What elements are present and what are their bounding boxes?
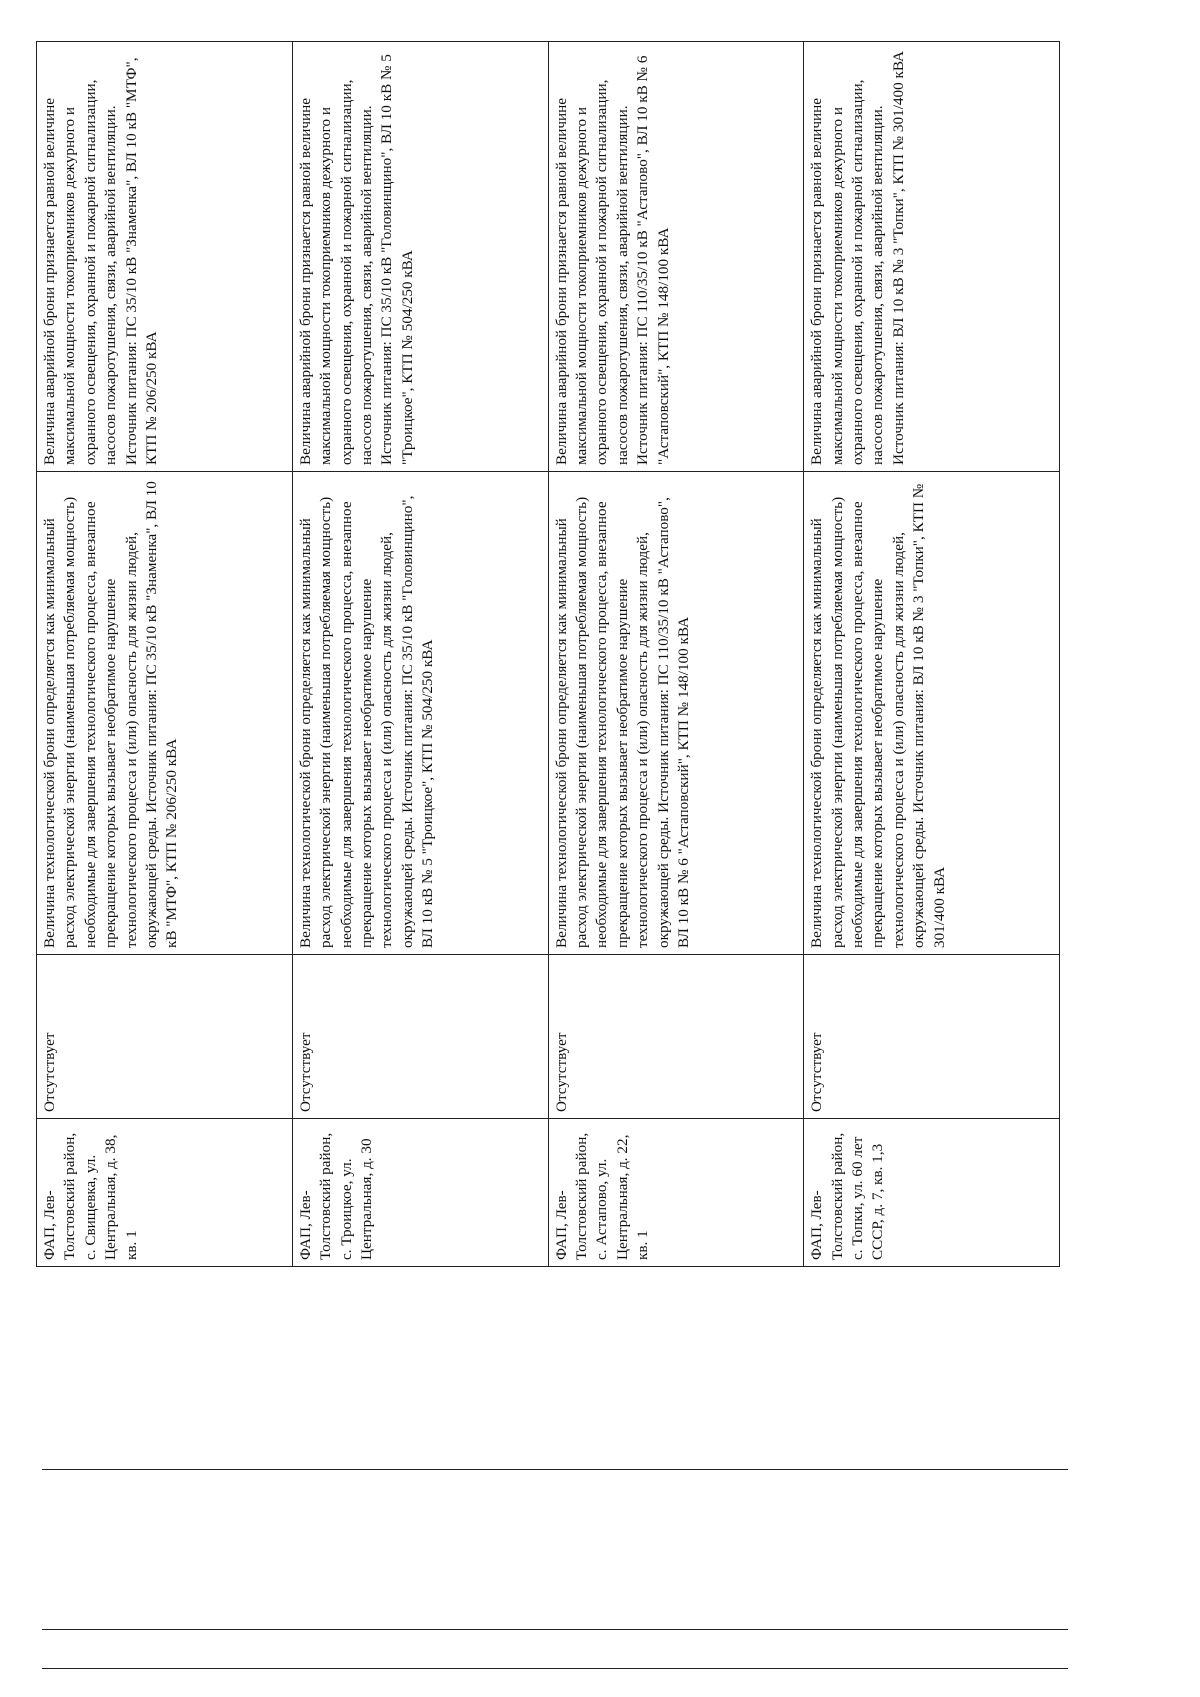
- facility-power-reserve-table: [36, 41, 1060, 1267]
- technological-reserve-cell: Величина технологической брони определяется как минимальный расход электрической энергии (наименьшая потребляемая мощность) необходимые для завершения технологического процесса, внезапное прекращение которых вызывает необратимое нарушение технологического процесса и (или) опасность для жизни людей, окружающей среды. Источник питания: ПС 110/35/10 кВ "Астапово", ВЛ 10 кВ № 6 "Астаповский", КТП № 148/100 кВА: [548, 472, 804, 955]
- table-row: [804, 42, 1060, 1267]
- facility-address-cell: ФАП, Лев-Толстовский район, с. Свищевка, ул. Центральная, д. 38, кв. 1: [37, 1119, 293, 1267]
- status-cell: Отсутствует: [292, 955, 548, 1119]
- technological-reserve-cell: Величина технологической брони определяется как минимальный расход электрической энергии (наименьшая потребляемая мощность) необходимые для завершения технологического процесса, внезапное прекращение которых вызывает необратимое нарушение технологического процесса и (или) опасность для жизни людей, окружающей среды. Источник питания: ПС 35/10 кВ "Знаменка", ВЛ 10 кВ "МТФ", КТП № 206/250 кВА: [37, 472, 293, 955]
- status-cell: Отсутствует: [37, 955, 293, 1119]
- technological-reserve-cell: Величина технологической брони определяется как минимальный расход электрической энергии (наименьшая потребляемая мощность) необходимые для завершения технологического процесса, внезапное прекращение которых вызывает необратимое нарушение технологического процесса и (или) опасность для жизни людей, окружающей среды. Источник питания: ВЛ 10 кВ № 3 "Топки", КТП № 301/400 кВА: [804, 472, 1060, 955]
- horizontal-rule: [42, 1629, 1068, 1630]
- emergency-reserve-cell: Величина аварийной брони признается равной величине максимальной мощности токоприемников дежурного и охранного освещения, охранной и пожарной сигнализации, насосов пожаротушения, связи, аварийной вентиляции. Источник питания: ПС 35/10 кВ "Знаменка", ВЛ 10 кВ "МТФ", КТП № 206/250 кВА: [37, 42, 293, 472]
- facility-address-cell: ФАП, Лев-Толстовский район, с. Астапово, ул. Центральная, д. 22, кв. 1: [548, 1119, 804, 1267]
- horizontal-rule: [42, 1469, 1068, 1470]
- technological-reserve-cell: Величина технологической брони определяется как минимальный расход электрической энергии (наименьшая потребляемая мощность) необходимые для завершения технологического процесса, внезапное прекращение которых вызывает необратимое нарушение технологического процесса и (или) опасность для жизни людей, окружающей среды. Источник питания: ПС 35/10 кВ "Головинщино", ВЛ 10 кВ № 5 "Троицкое", КТП № 504/250 кВА: [292, 472, 548, 955]
- table-row: [292, 42, 548, 1267]
- rotated-page-content: [36, 42, 1060, 1267]
- status-cell: Отсутствует: [804, 955, 1060, 1119]
- facility-address-cell: ФАП, Лев-Толстовский район, с. Топки, ул. 60 лет СССР, д. 7, кв. 1,3: [804, 1119, 1060, 1267]
- status-cell: Отсутствует: [548, 955, 804, 1119]
- emergency-reserve-cell: Величина аварийной брони признается равной величине максимальной мощности токоприемников дежурного и охранного освещения, охранной и пожарной сигнализации, насосов пожаротушения, связи, аварийной вентиляции. Источник питания: ПС 35/10 кВ "Головинщино", ВЛ 10 кВ № 5 "Троицкое", КТП № 504/250 кВА: [292, 42, 548, 472]
- facility-address-cell: ФАП, Лев-Толстовский район, с. Троицкое, ул. Центральная, д. 30: [292, 1119, 548, 1267]
- horizontal-rule: [42, 1668, 1068, 1669]
- emergency-reserve-cell: Величина аварийной брони признается равной величине максимальной мощности токоприемников дежурного и охранного освещения, охранной и пожарной сигнализации, насосов пожаротушения, связи, аварийной вентиляции. Источник питания: ВЛ 10 кВ № 3 "Топки", КТП № 301/400 кВА: [804, 42, 1060, 472]
- table-row: [37, 42, 293, 1267]
- emergency-reserve-cell: Величина аварийной брони признается равной величине максимальной мощности токоприемников дежурного и охранного освещения, охранной и пожарной сигнализации, насосов пожаротушения, связи, аварийной вентиляции. Источник питания: ПС 110/35/10 кВ "Астапово", ВЛ 10 кВ № 6 "Астаповский", КТП № 148/100 кВА: [548, 42, 804, 472]
- table-row: [548, 42, 804, 1267]
